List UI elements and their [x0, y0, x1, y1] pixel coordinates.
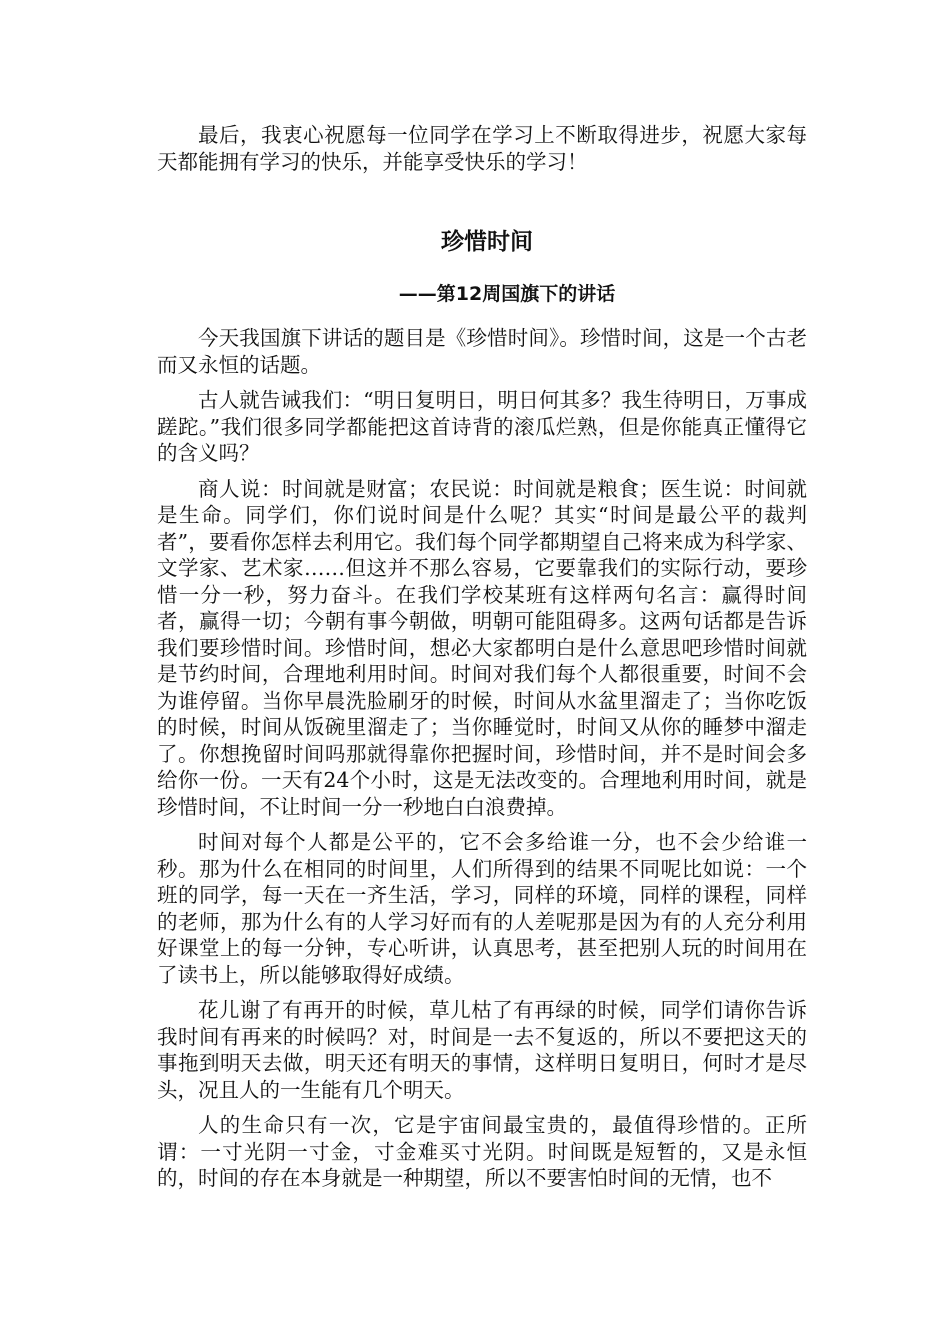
body-paragraph-4: 时间对每个人都是公平的，它不会多给谁一分，也不会少给谁一秒。那为什么在相同的时间里，人们所得到的结果不同呢比如说：一个班的同学，每一天在一齐生活，学习，同样的环境，同样的课程，同样的老师，那为什么有的人学习好而有的人差呢那是因为有的人充分利用好课堂上的每一分钟，专心听讲，认真思考，甚至把别人玩的时间用在了读书上，所以能够取得好成绩。: [157, 830, 807, 987]
body-paragraph-2: 古人就告诫我们：“明日复明日，明日何其多？我生待明日，万事成蹉跎。”我们很多同学都能把这首诗背的滚瓜烂熟，但是你能真正懂得它的含义吗？: [157, 388, 807, 465]
body-paragraph-1: 今天我国旗下讲话的题目是《珍惜时间》。珍惜时间，这是一个古老而又永恒的话题。: [157, 326, 807, 377]
document-page: [157, 122, 807, 1192]
body-paragraph-6: 人的生命只有一次，它是宇宙间最宝贵的，最值得珍惜的。正所谓：一寸光阴一寸金，寸金难买寸光阴。时间既是短暂的，又是永恒的，时间的存在本身就是一种期望，所以不要害怕时间的无情，也不: [157, 1113, 807, 1190]
document-title: 珍惜时间: [441, 229, 533, 255]
body-paragraph-5: 花儿谢了有再开的时候，草儿枯了有再绿的时候，同学们请你告诉我时间有再来的时候吗？对，时间是一去不复返的，所以不要把这天的事拖到明天去做，明天还有明天的事情，这样明日复明日，何时才是尽头，况且人的一生能有几个明天。: [157, 998, 807, 1102]
intro-paragraph: 最后，我衷心祝愿每一位同学在学习上不断取得进步，祝愿大家每天都能拥有学习的快乐，并能享受快乐的学习！: [157, 123, 807, 174]
body-paragraph-3: 商人说：时间就是财富；农民说：时间就是粮食；医生说：时间就是生命。同学们，你们说时间是什么呢？其实“时间是最公平的裁判者”，要看你怎样去利用它。我们每个同学都期望自己将来成为科学家、文学家、艺术家……但这并不那么容易，它要靠我们的实际行动，要珍惜一分一秒，努力奋斗。在我们学校某班有这样两句名言：赢得时间者，赢得一切；今朝有事今朝做，明朝可能阻碍多。这两句话都是告诉我们要珍惜时间。珍惜时间，想必大家都明白是什么意思吧珍惜时间就是节约时间，合理地利用时间。时间对我们每个人都很重要，时间不会为谁停留。当你早晨洗脸刷牙的时候，时间从水盆里溜走了；当你吃饭的时候，时间从饭碗里溜走了；当你睡觉时，时间又从你的睡梦中溜走了。你想挽留时间吗那就得靠你把握时间，珍惜时间，并不是时间会多给你一份。一天有24个小时，这是无法改变的。合理地利用时间，就是珍惜时间，不让时间一分一秒地白白浪费掉。: [157, 476, 807, 819]
document-subtitle: ——第12周国旗下的讲话: [398, 283, 616, 305]
